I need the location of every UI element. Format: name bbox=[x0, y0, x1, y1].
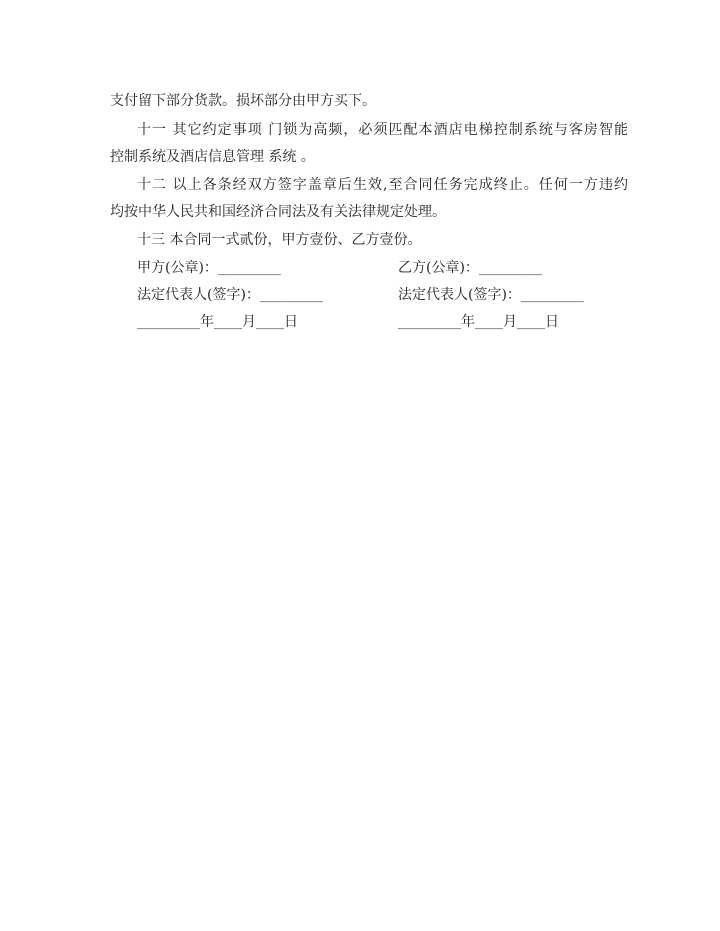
party-b-date-field: _________年____月____日 bbox=[398, 314, 559, 330]
party-a-seal-field: 甲方(公章)：_________ bbox=[137, 260, 281, 276]
clause-12-line: 十二 以上各条经双方签字盖章后生效,至合同任务完成终止。任何一方违约 bbox=[137, 177, 628, 193]
party-a-date-field: _________年____月____日 bbox=[137, 314, 298, 330]
clause-11-line: 十一 其它约定事项 门锁为高频，必须匹配本酒店电梯控制系统与客房智能 bbox=[137, 122, 628, 138]
clause-13-line: 十三 本合同一式贰份，甲方壹份、乙方壹份。 bbox=[137, 232, 422, 248]
text-line-payment: 支付留下部分货款。损坏部分由甲方买下。 bbox=[110, 93, 376, 109]
party-b-representative-field: 法定代表人(签字)：_________ bbox=[398, 287, 584, 303]
party-a-representative-field: 法定代表人(签字)：_________ bbox=[137, 287, 323, 303]
party-b-seal-field: 乙方(公章)：_________ bbox=[398, 260, 542, 276]
clause-12-continuation: 均按中华人民共和国经济合同法及有关法律规定处理。 bbox=[110, 204, 446, 220]
clause-11-continuation: 控制系统及酒店信息管理 系统 。 bbox=[110, 149, 315, 165]
